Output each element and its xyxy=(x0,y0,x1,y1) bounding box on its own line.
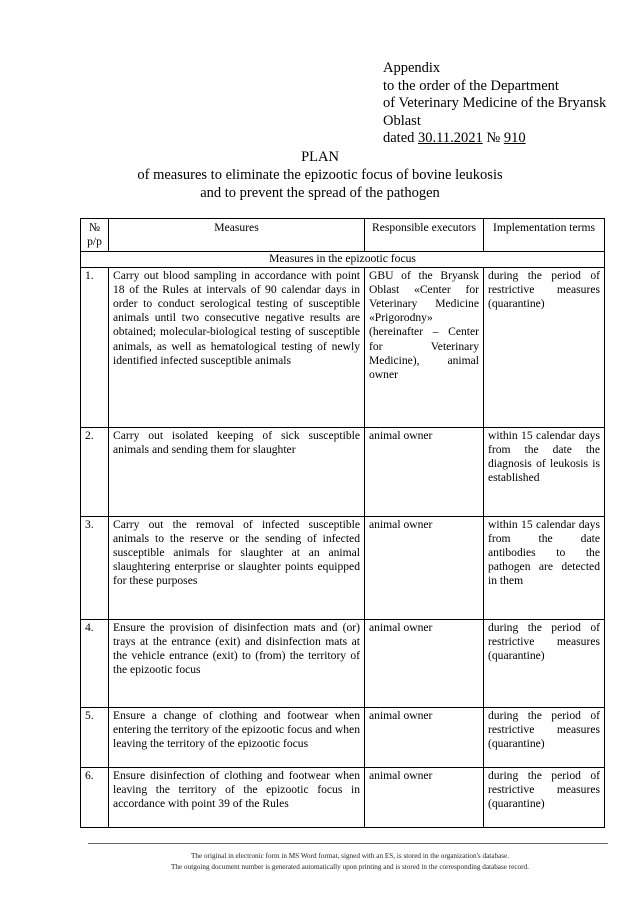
appendix-block xyxy=(383,60,640,148)
row-responsible: animal owner xyxy=(365,767,484,827)
footer-line-2: The outgoing document number is generated automatically upon printing and is stored in the corresponding database record. xyxy=(171,863,529,871)
row-terms: within 15 calendar days from the date the diagnosis of leukosis is established xyxy=(484,427,605,516)
appendix-line-2: to the order of the Department xyxy=(383,77,559,94)
table-section-row xyxy=(81,252,605,267)
header-num: № p/p xyxy=(81,219,109,252)
row-terms: during the period of restrictive measures (quarantine) xyxy=(484,707,605,767)
appendix-number-sign: № xyxy=(486,130,501,146)
row-responsible: GBU of the Bryansk Oblast «Center for Veterinary Medicine «Prigorodny» (hereinafter – Center for Veterinary Medicine), animal owner xyxy=(365,267,484,427)
table-row xyxy=(81,767,605,827)
row-terms: during the period of restrictive measures (quarantine) xyxy=(484,767,605,827)
appendix-line-1: Appendix xyxy=(383,60,441,76)
header-measures: Measures xyxy=(109,219,365,252)
row-num: 2. xyxy=(81,427,109,516)
row-num: 4. xyxy=(81,619,109,707)
appendix-date: 30.11.2021 xyxy=(418,130,483,146)
row-measure: Ensure a change of clothing and footwear when entering the territory of the epizootic focus and when leaving the territory of the epizootic focus xyxy=(109,707,365,767)
row-terms: during the period of restrictive measures (quarantine) xyxy=(484,619,605,707)
row-num: 1. xyxy=(81,267,109,427)
table-row xyxy=(81,427,605,516)
table-header-row xyxy=(81,219,605,252)
row-measure: Carry out isolated keeping of sick susceptible animals and sending them for slaughter xyxy=(109,427,365,516)
header-terms: Implementation terms xyxy=(484,219,605,252)
title-line-3: and to prevent the spread of the pathogen xyxy=(200,185,440,201)
appendix-line-3: of Veterinary Medicine of the Bryansk Oblast xyxy=(383,95,607,129)
row-responsible: animal owner xyxy=(365,707,484,767)
row-measure: Ensure the provision of disinfection mats and (or) trays at the entrance (exit) and disinfection mats at the vehicle entrance (exit) to (from) the territory of the epizootic focus xyxy=(109,619,365,707)
table-row xyxy=(81,267,605,427)
row-responsible: animal owner xyxy=(365,619,484,707)
measures-table xyxy=(80,218,605,828)
title-line-1: PLAN xyxy=(301,149,339,165)
footer-divider xyxy=(88,843,608,844)
row-num: 3. xyxy=(81,516,109,619)
row-terms: within 15 calendar days from the date antibodies to the pathogen are detected in them xyxy=(484,516,605,619)
document-title xyxy=(0,148,640,202)
footer-line-1: The original in electronic form in MS Word format, signed with an ES, is stored in the organization's database. xyxy=(190,852,510,860)
table-row xyxy=(81,516,605,619)
row-terms: during the period of restrictive measures (quarantine) xyxy=(484,267,605,427)
header-responsible: Responsible executors xyxy=(365,219,484,252)
appendix-number: 910 xyxy=(503,130,526,146)
row-measure: Ensure disinfection of clothing and footwear when leaving the territory of the epizootic focus in accordance with point 39 of the Rules xyxy=(109,767,365,827)
row-num: 5. xyxy=(81,707,109,767)
table-row xyxy=(81,707,605,767)
row-num: 6. xyxy=(81,767,109,827)
row-responsible: animal owner xyxy=(365,516,484,619)
appendix-date-prefix: dated xyxy=(383,130,415,146)
appendix-date-line xyxy=(383,130,640,148)
row-measure: Carry out blood sampling in accordance with point 18 of the Rules at intervals of 90 calendar days in order to conduct serological testing of susceptible animals until two consecutive negative results are obtained; molecular-biological testing of susceptible animals, as well as hematological testing of newly identified infected susceptible animals xyxy=(109,267,365,427)
row-responsible: animal owner xyxy=(365,427,484,516)
section-title: Measures in the epizootic focus xyxy=(81,252,605,267)
title-line-2: of measures to eliminate the epizootic focus of bovine leukosis xyxy=(137,167,503,183)
table-row xyxy=(81,619,605,707)
row-measure: Carry out the removal of infected susceptible animals to the reserve or the sending of infected susceptible animals for slaughter at an animal slaughtering enterprise or slaughter points equipped for these purposes xyxy=(109,516,365,619)
footer-note xyxy=(80,851,620,873)
